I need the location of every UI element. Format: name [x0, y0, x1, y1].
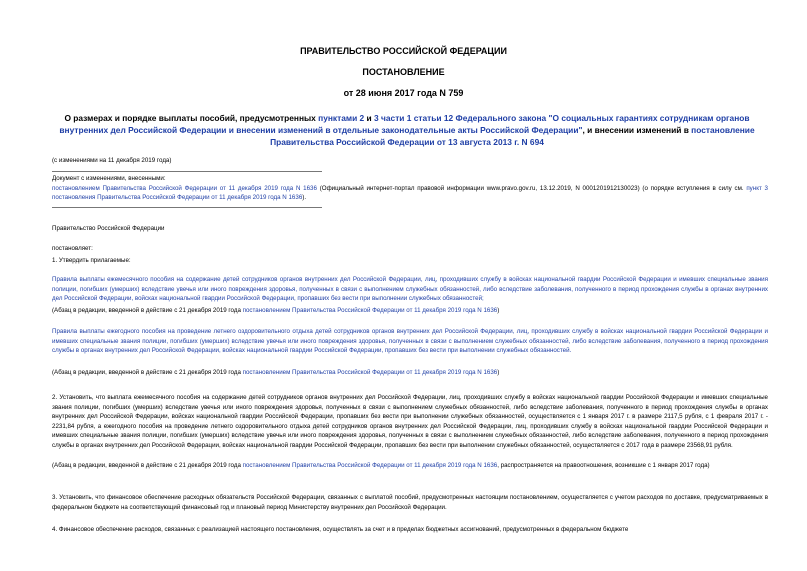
amend-note-1-link[interactable]: постановлением Правительства Российской Федерации от 11 декабря 2019 года N 1636 — [242, 307, 498, 314]
doc-changes-link-point-3[interactable]: пункт 3 постановления Правительства Российской Федерации от 11 декабря 2019 года N 1636 — [52, 184, 768, 202]
divider-bottom — [52, 207, 322, 208]
divider-top — [52, 171, 322, 172]
amend-note-1-pre: (Абзац в редакции, введенной в действие с 21 декабря 2019 года — [52, 307, 243, 314]
title-text-1: О размерах и порядке выплаты пособий, предусмотренных — [64, 113, 319, 123]
changes-note: (с изменениями на 11 декабря 2019 года) — [52, 157, 172, 164]
rules-2-link — [52, 327, 768, 356]
title-link-resolution-694[interactable]: постановление Правительства Российской Федерации от 13 августа 2013 г. N 694 — [270, 125, 755, 147]
doc-changes-text-1: (Официальный интернет-портал правовой информации www.pravo.gov.ru, 13.12.2019, N 0001201912130023) (о порядке вступления в силу см. — [316, 184, 747, 192]
doc-changes-heading: Документ с изменениями, внесенными: — [52, 175, 166, 182]
rules-monthly-allowance-link[interactable]: Правила выплаты ежемесячного пособия на содержание детей сотрудников органов внутренних дел Российской Федерации, лиц, проходивших службу в войсках национальной гвардии Российской Федерации и имевших специальные звания полиции, погибших (умерших) вследствие увечья или иного повреждения здоровья, полученных в связи с выполнением служебных обязанностей, либо вследствие заболевания, полученного в период прохождения службы в органах внутренних дел Российской Федерации, войсках национальной гвардии Российской Федерации, пропавших без вести при выполнении служебных обязанностей; — [52, 276, 768, 303]
doc-changes-text-2: ). — [302, 194, 307, 202]
amend-note-3-link[interactable]: постановлением Правительства Российской Федерации от 11 декабря 2019 года N 1636 — [242, 462, 498, 469]
doc-changes-link-1636[interactable]: постановлением Правительства Российской Федерации от 11 декабря 2019 года N 1636 — [52, 184, 317, 192]
doc-type-heading: ПОСТАНОВЛЕНИЕ — [362, 67, 445, 77]
decrees: постановляет: — [52, 245, 93, 252]
amend-note-3-post: , распространяется на правоотношения, возникшие с 1 января 2017 года) — [497, 462, 710, 469]
amend-note-2-pre: (Абзац в редакции, введенной в действие с 21 декабря 2019 года — [52, 369, 243, 376]
rules-annual-allowance-link[interactable]: Правила выплаты ежегодного пособия на проведение летнего оздоровительного отдыха детей сотрудников органов внутренних дел Российской Федерации, лиц, проходивших службу в войсках национальной гвардии Российской Федерации и имевших специальные звания полиции, погибших (умерших) вследствие увечья или иного повреждения здоровья, полученных в связи с выполнением служебных обязанностей, либо вследствие заболевания, полученного в период прохождения службы в органах внутренних дел Российской Федерации, войсках национальной гвардии Российской Федерации, пропавших без вести при выполнении служебных обязанностей. — [52, 328, 768, 355]
issuer: Правительство Российской Федерации — [52, 225, 165, 232]
title-link-federal-law[interactable]: 3 части 1 статьи 12 Федерального закона "О социальных гарантиях сотрудникам органов внутренних дел Российской Федерации и внесении изменений в отдельные законодательные акты Российской Федерации" — [59, 113, 750, 135]
amend-note-1 — [52, 306, 768, 316]
item-2: 2. Установить, что выплата ежемесячного пособия на содержание детей сотрудников органов внутренних дел Российской Федерации, лиц, проходивших службу в войсках национальной гвардии Российской Федерации и имевших специальные звания полиции, погибших (умерших) вследствие увечья или иного повреждения здоровья, полученных в связи с выполнением служебных обязанностей, либо вследствие заболевания, полученного в период прохождения службы в органах внутренних дел Российской Федерации, войсках национальной гвардии Российской Федерации, пропавших без вести при выполнении служебных обязанностей, осуществляется с 1 января 2017 г. в размере 2117,5 рубля, с 1 февраля 2017 г. - 2231,84 рубля, а ежегодного пособия на проведение летнего оздоровительного отдыха детей сотрудников органов внутренних дел Российской Федерации, лиц, проходивших службу в войсках национальной гвардии Российской Федерации и имевших специальные звания полиции, погибших (умерших) вследствие увечья или иного повреждения здоровья, полученных в связи с выполнением служебных обязанностей, либо вследствие заболевания, полученного в период прохождения службы в органах внутренних дел Российской Федерации, войсках национальной гвардии Российской Федерации, пропавших без вести при выполнении служебных обязанностей, осуществляется с 2017 года в размере 23568,91 рубля. — [52, 394, 768, 449]
amend-note-2-link[interactable]: постановлением Правительства Российской Федерации от 11 декабря 2019 года N 1636 — [242, 369, 498, 376]
title-text-3: , и внесении изменений в — [582, 125, 692, 135]
rules-1-link — [52, 275, 768, 304]
org-heading: ПРАВИТЕЛЬСТВО РОССИЙСКОЙ ФЕДЕРАЦИИ — [300, 46, 507, 56]
amend-note-3 — [52, 461, 768, 471]
doc-changes-block — [52, 174, 768, 203]
amend-note-3-pre: (Абзац в редакции, введенной в действие с 21 декабря 2019 года — [52, 462, 243, 469]
item-4: 4. Финансовое обеспечение расходов, связанных с реализацией настоящего постановления, осуществлять за счет и в пределах бюджетных ассигнований, предусмотренных в федеральном бюджете — [52, 526, 629, 533]
document-title — [52, 112, 762, 148]
date-number: от 28 июня 2017 года N 759 — [343, 88, 464, 98]
amend-note-1-post: ) — [497, 307, 500, 314]
item-3: 3. Установить, что финансовое обеспечение расходных обязательств Российской Федерации, связанных с выплатой пособий, предусмотренных настоящим постановлением, осуществляется с учетом расходов по доставке, предусматриваемых в федеральном бюджете на соответствующий финансовый год и плановый период Министерству внутренних дел Российской Федерации. — [52, 494, 768, 511]
title-text-2: и — [364, 113, 375, 123]
item-1: 1. Утвердить прилагаемые: — [52, 257, 131, 264]
amend-note-2-post: ) — [497, 369, 500, 376]
title-link-point-2[interactable]: пунктами 2 — [318, 113, 365, 123]
amend-note-2 — [52, 368, 768, 378]
